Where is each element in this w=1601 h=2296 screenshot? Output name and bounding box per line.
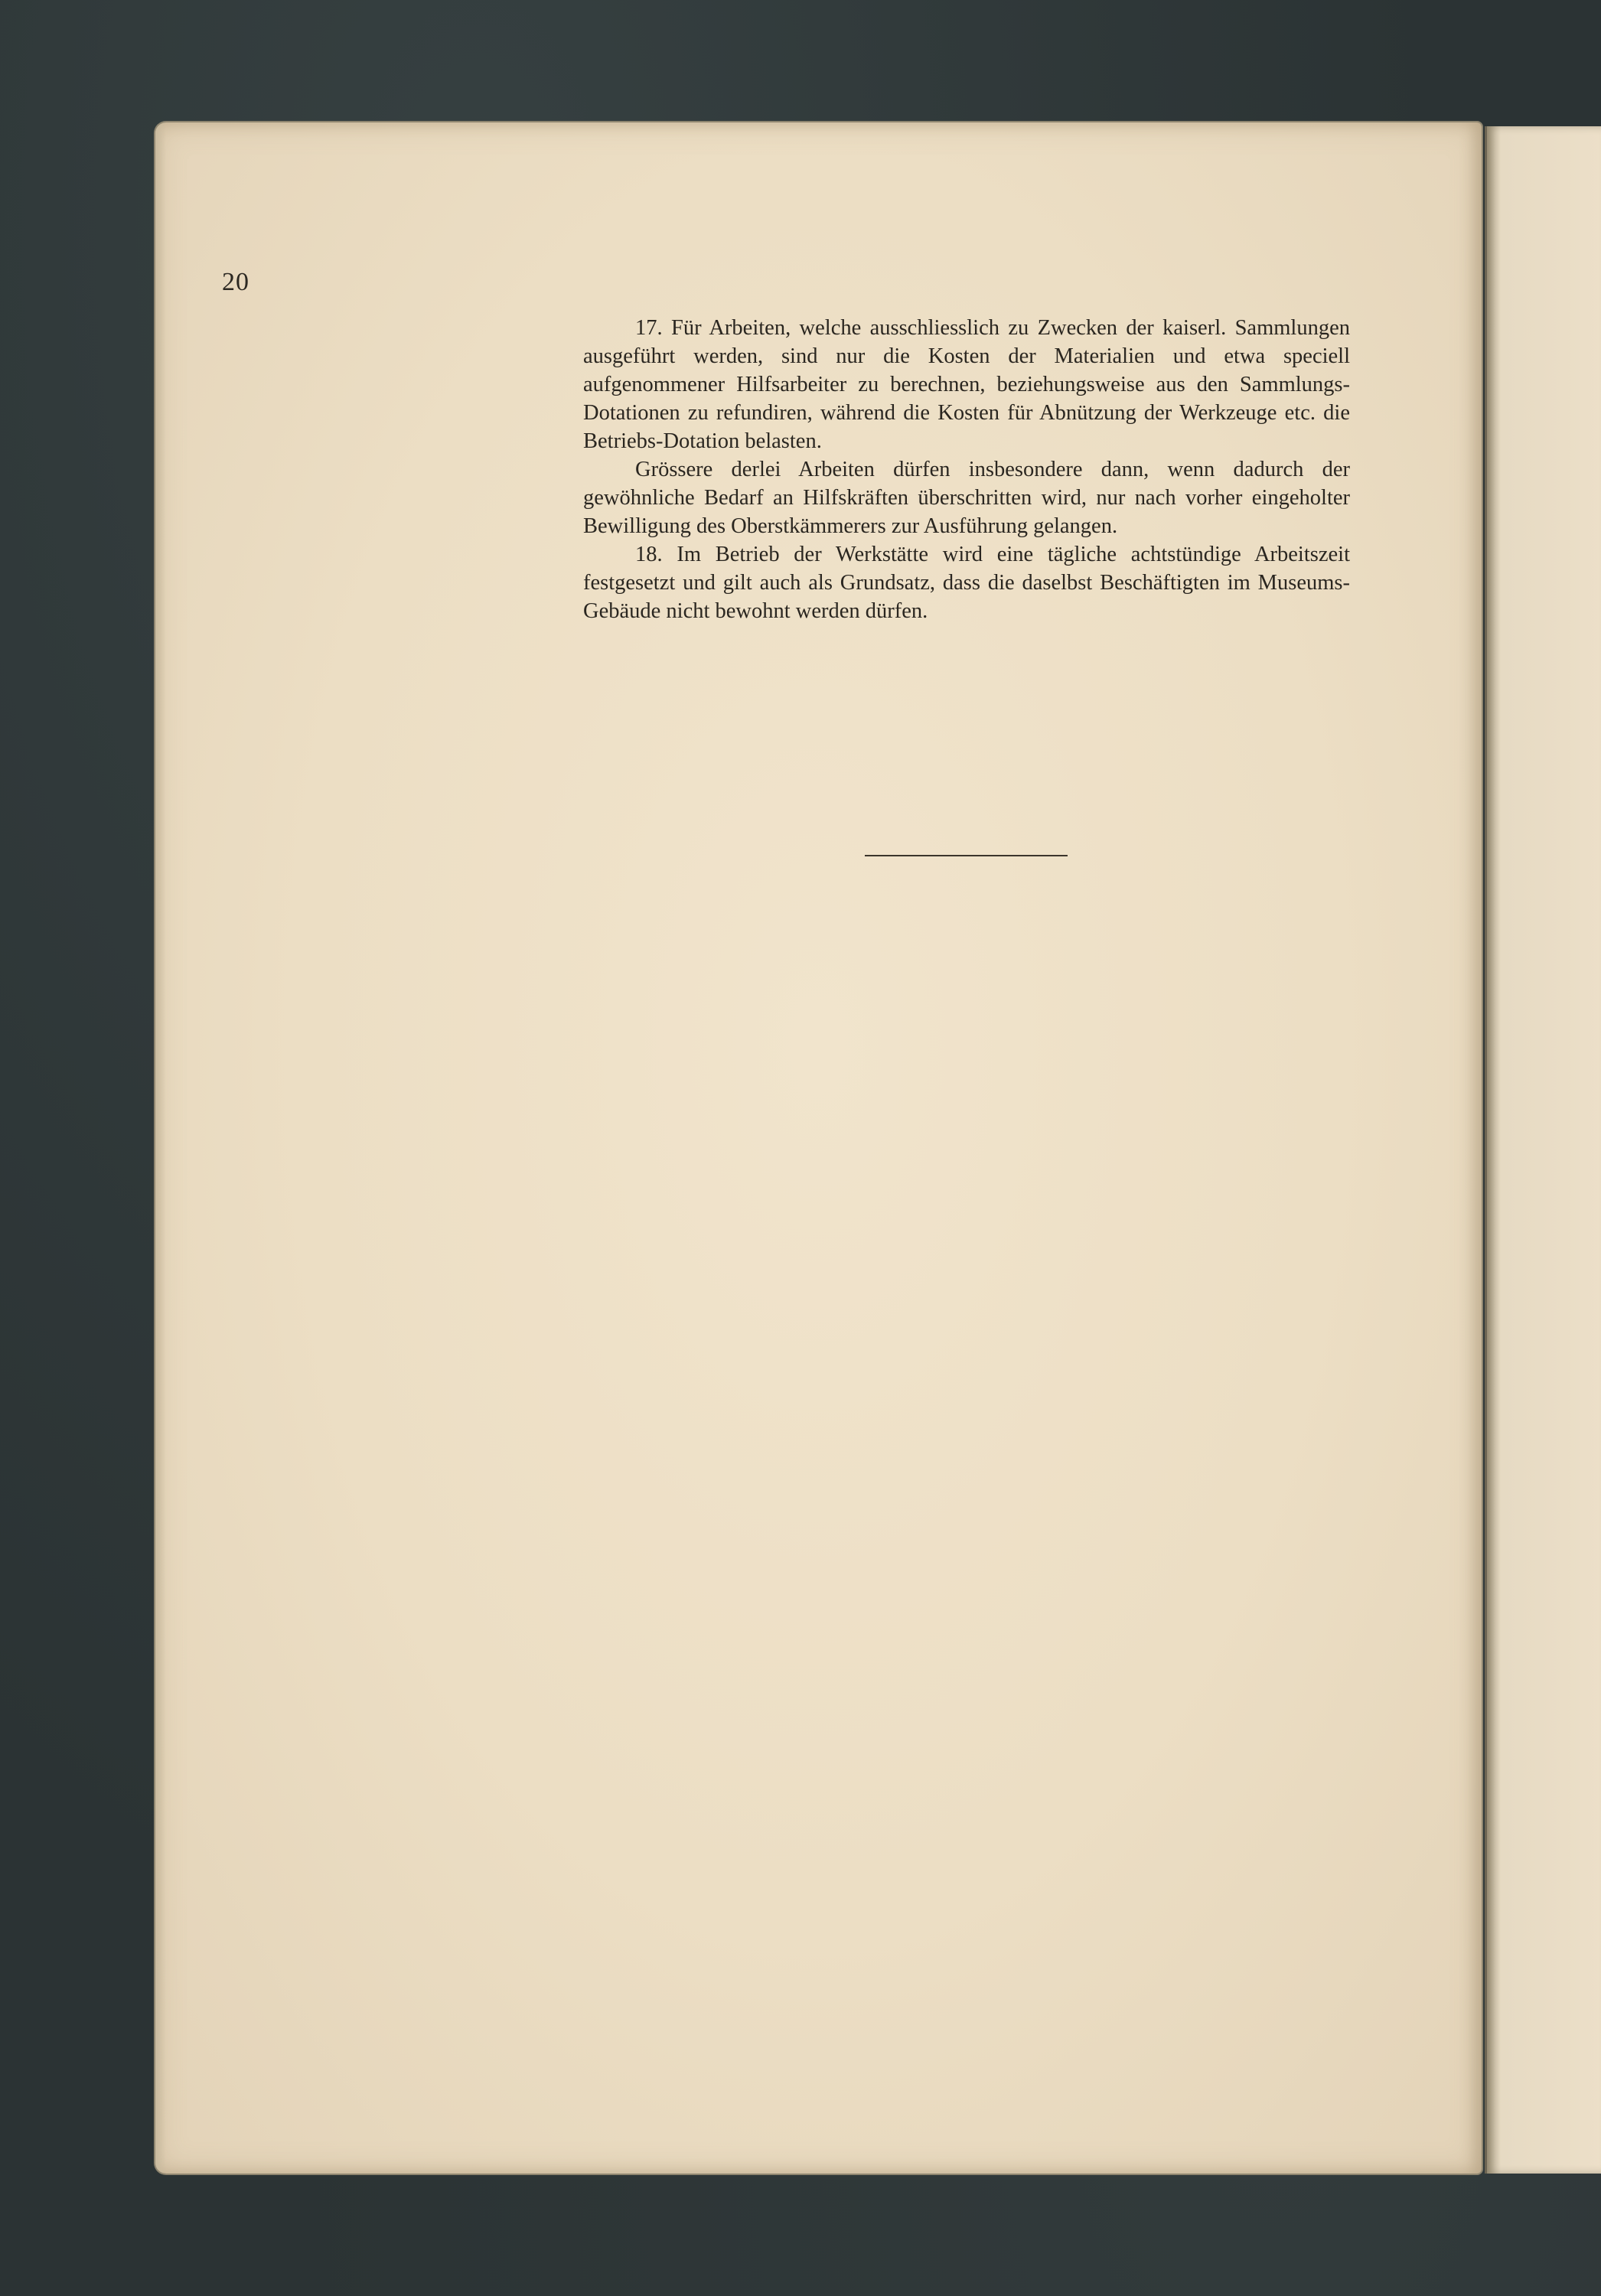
paragraph-18: 18. Im Betrieb der Werkstätte wird eine tägliche achtstündige Arbeitszeit festgesetzt und gilt auch als Grundsatz, dass die daselbst Beschäftigten im Museums-Gebäude nicht bewohnt werden dürfen.	[583, 543, 1350, 623]
body-text	[583, 314, 1350, 625]
paragraph-17: 17. Für Arbeiten, welche ausschliesslich zu Zwecken der kaiserl. Sammlungen ausgeführt werden, sind nur die Kosten der Materialien und etwa speciell aufgenommener Hilfsarbeiter zu berechnen, beziehungsweise aus den Sammlungs-Dotationen zu refundiren, während die Kosten für Abnützung der Werkzeuge etc. die Betriebs-Dotation belasten.	[583, 316, 1350, 453]
page-binding-edge	[155, 122, 166, 2174]
adjacent-page-edge	[1485, 126, 1601, 2174]
section-end-rule	[865, 855, 1068, 856]
paragraph-17-continuation: Grössere derlei Arbeiten dürfen insbesondere dann, wenn dadurch der gewöhnliche Bedarf an Hilfskräften überschritten wird, nur nach vorher eingeholter Bewilligung des Oberstkämmerers zur Ausführung gelangen.	[583, 458, 1350, 538]
page-number: 20	[222, 268, 249, 296]
